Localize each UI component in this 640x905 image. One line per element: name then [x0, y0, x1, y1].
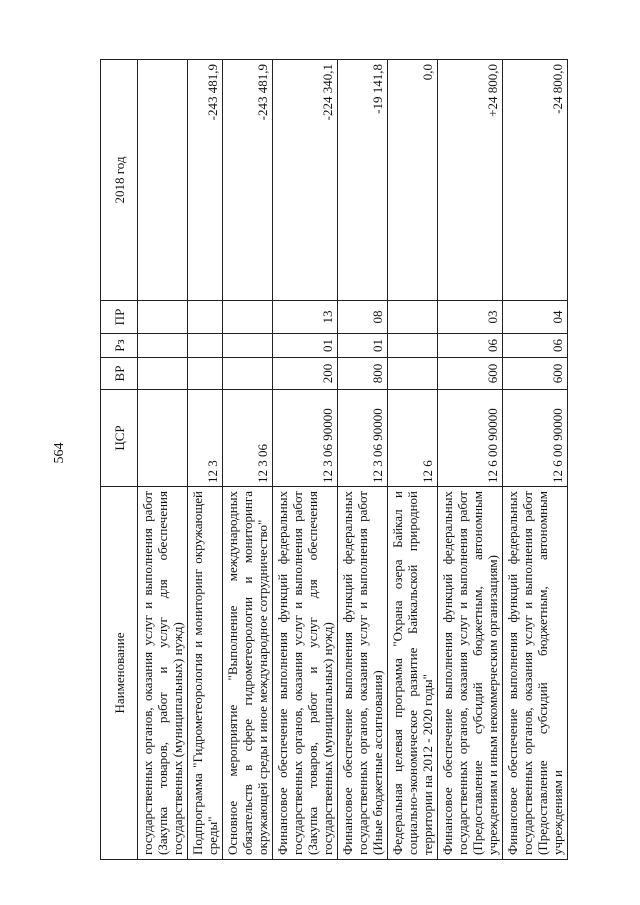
header-year: 2018 год: [101, 60, 138, 301]
table-header-row: [101, 60, 138, 860]
page-number-text: 564: [52, 442, 67, 464]
row-rz: 01: [273, 334, 338, 358]
row-rz: 01: [338, 334, 388, 358]
row-amount: -24 800,0: [503, 60, 568, 301]
header-rz: Рз: [101, 334, 138, 358]
row-csr: 12 3: [188, 390, 223, 487]
table-row: [273, 60, 338, 860]
row-rz: 06: [438, 334, 503, 358]
table-row: [388, 60, 438, 860]
row-rz: [223, 334, 273, 358]
header-pr: ПР: [101, 301, 138, 334]
row-vr: 600: [503, 358, 568, 390]
row-csr: [138, 390, 188, 487]
row-csr: 12 3 06: [223, 390, 273, 487]
row-pr: 13: [273, 301, 338, 334]
row-amount: -19 141,8: [338, 60, 388, 301]
header-csr: ЦСР: [101, 390, 138, 487]
row-vr: [188, 358, 223, 390]
row-name: Финансовое обеспечение выполнения функций федеральных государственных органов, оказания услуг и выполнения работ (Предоставление субсидий бюджетным, автономным учреждениям и: [503, 487, 568, 860]
table-row: [223, 60, 273, 860]
table-row: [438, 60, 503, 860]
row-name: Федеральная целевая программа "Охрана озера Байкал и социально-экономическое развитие Байкальской природной территории на 2012 - 2020 годы": [388, 487, 438, 860]
row-amount: -243 481,9: [223, 60, 273, 301]
row-vr: 800: [338, 358, 388, 390]
row-amount: +24 800,0: [438, 60, 503, 301]
row-amount: -224 340,1: [273, 60, 338, 301]
row-name: Основное мероприятие "Выполнение международных обязательств в сфере гидрометеорологии и мониторинга окружающей среды и иное международное сотрудничество": [223, 487, 273, 860]
row-vr: 600: [438, 358, 503, 390]
row-vr: [138, 358, 188, 390]
row-amount: -243 481,9: [188, 60, 223, 301]
budget-table: [100, 59, 568, 860]
table-row: [503, 60, 568, 860]
row-csr: 12 3 06 90000: [338, 390, 388, 487]
row-pr: 08: [338, 301, 388, 334]
row-name: Финансовое обеспечение выполнения функций федеральных государственных органов, оказания услуг и выполнения работ (Предоставление субсидий бюджетным, автономным учреждениям и иным некоммерческим организациям): [438, 487, 503, 860]
row-rz: [138, 334, 188, 358]
row-amount: 0,0: [388, 60, 438, 301]
row-csr: 12 6 00 90000: [503, 390, 568, 487]
row-pr: [188, 301, 223, 334]
table-row: [338, 60, 388, 860]
row-rz: 06: [503, 334, 568, 358]
row-name: Подпрограмма "Гидрометеорология и мониторинг окружающей среды": [188, 487, 223, 860]
table-row: [188, 60, 223, 860]
row-vr: [223, 358, 273, 390]
row-rz: [188, 334, 223, 358]
row-vr: 200: [273, 358, 338, 390]
row-pr: 04: [503, 301, 568, 334]
row-amount: [138, 60, 188, 301]
row-pr: [223, 301, 273, 334]
row-vr: [388, 358, 438, 390]
row-csr: 12 6 00 90000: [438, 390, 503, 487]
table-row: [138, 60, 188, 860]
row-pr: [388, 301, 438, 334]
row-rz: [388, 334, 438, 358]
rotated-page-content: [100, 60, 600, 860]
row-csr: 12 3 06 90000: [273, 390, 338, 487]
row-name: Финансовое обеспечение выполнения функций федеральных государственных органов, оказания услуг и выполнения работ (Иные бюджетные ассигнования): [338, 487, 388, 860]
row-csr: 12 6: [388, 390, 438, 487]
page-number: [50, 438, 70, 468]
row-pr: 03: [438, 301, 503, 334]
row-name: Финансовое обеспечение выполнения функций федеральных государственных органов, оказания услуг и выполнения работ (Закупка товаров, работ и услуг для обеспечения государственных (муниципальных) нужд): [273, 487, 338, 860]
row-name: государственных органов, оказания услуг и выполнения работ (Закупка товаров, работ и услуг для обеспечения государственных (муниципальных) нужд): [138, 487, 188, 860]
header-vr: ВР: [101, 358, 138, 390]
header-name: Наименование: [101, 487, 138, 860]
row-pr: [138, 301, 188, 334]
